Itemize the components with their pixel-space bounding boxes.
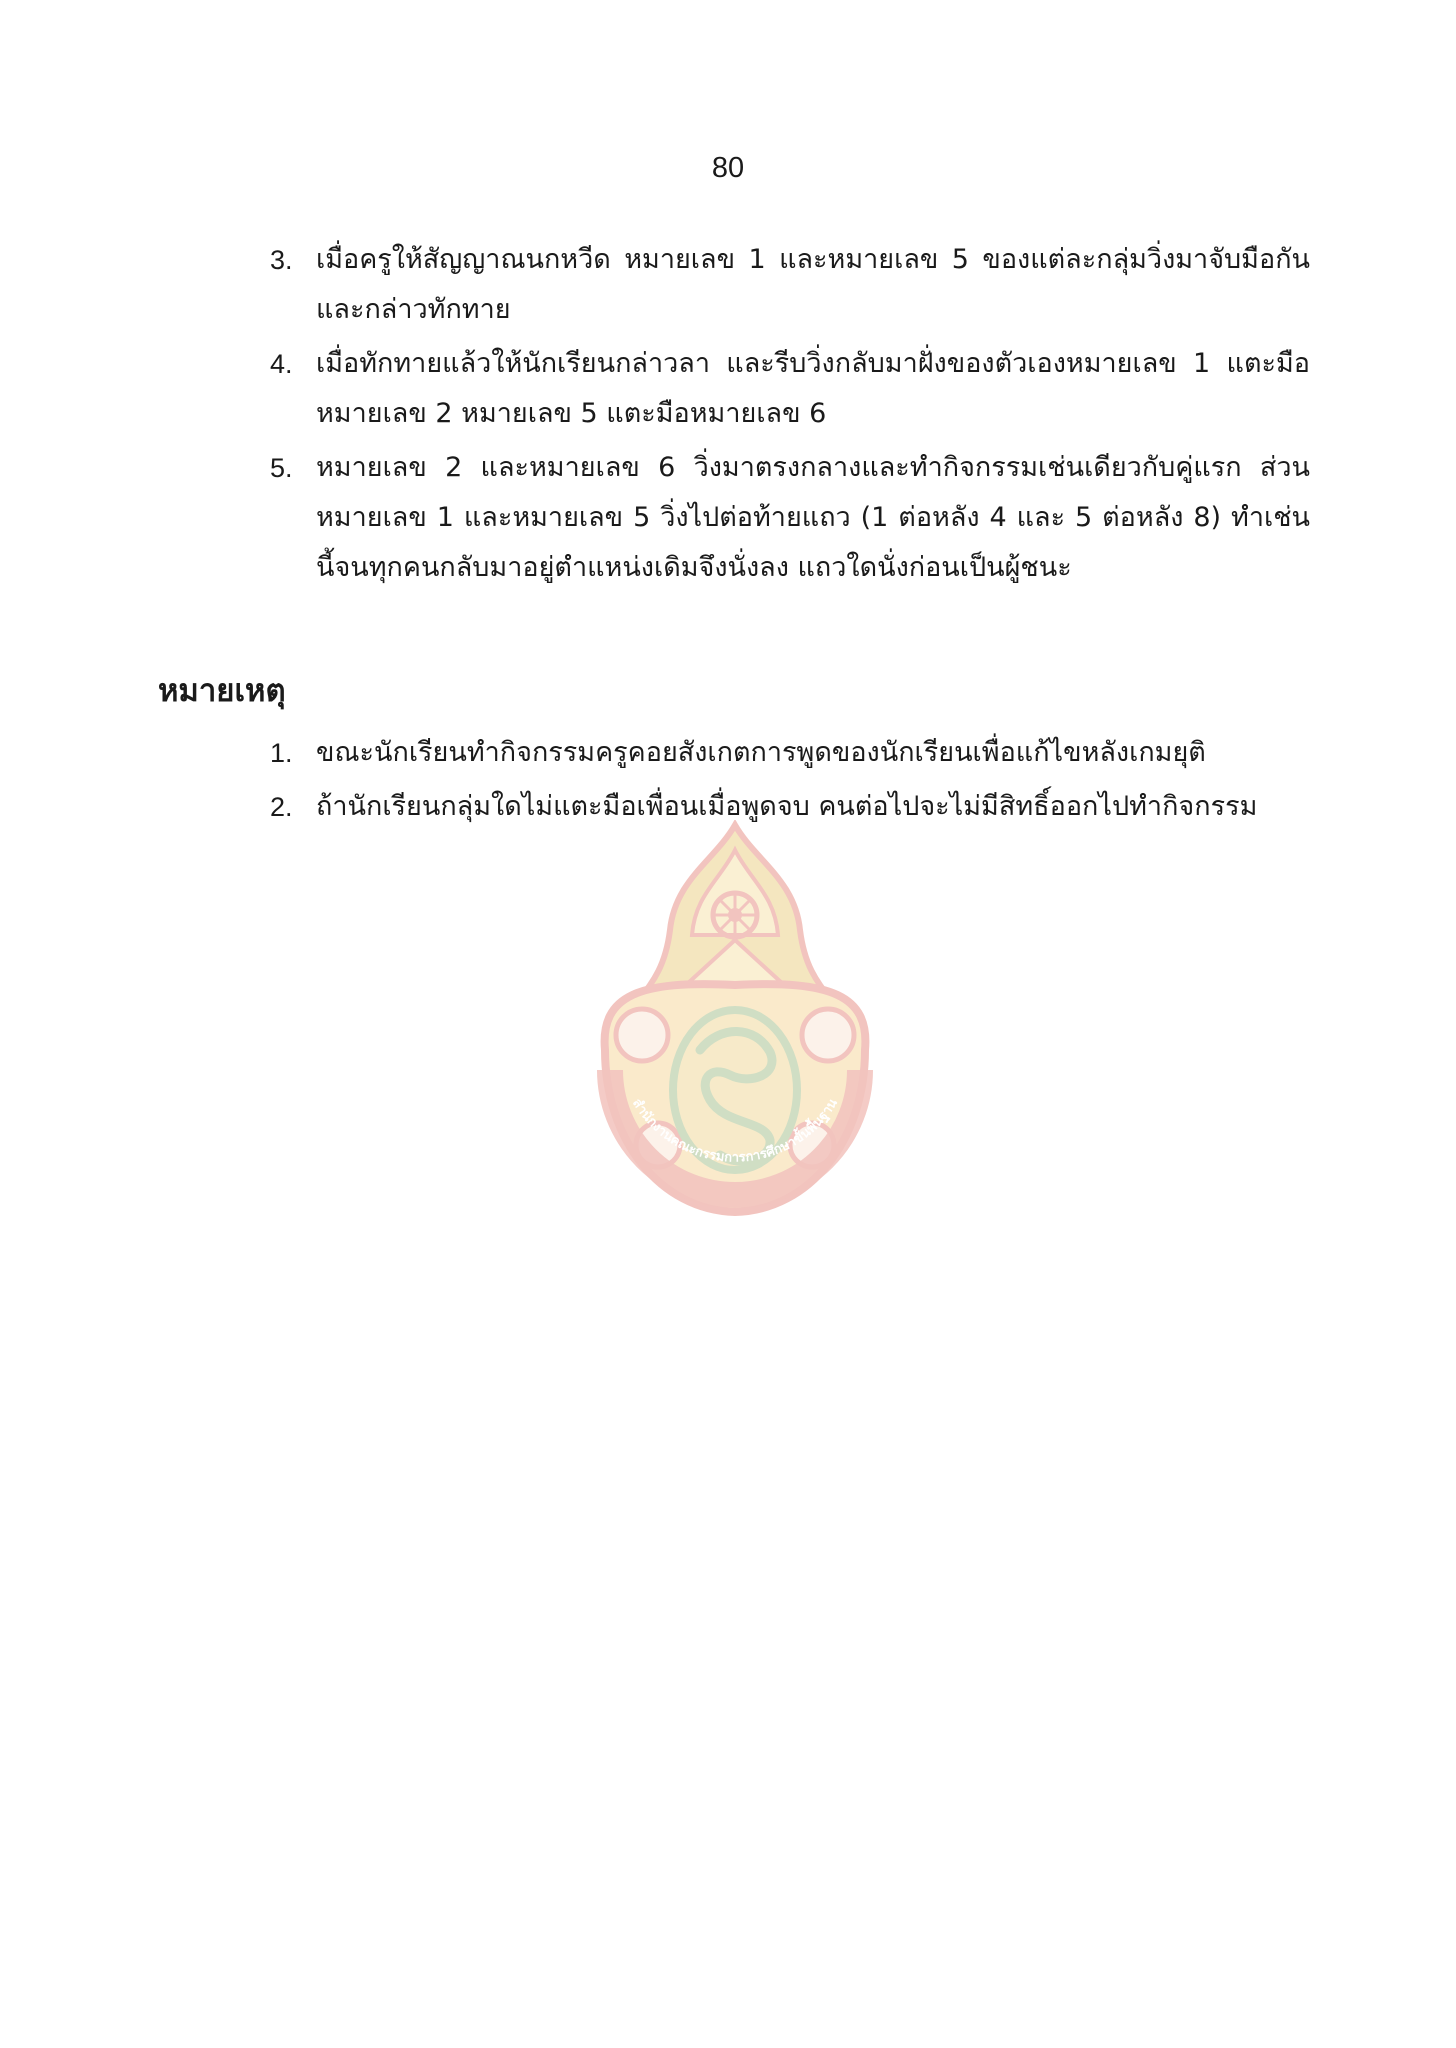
list-item — [270, 728, 1310, 778]
list-item-number: 5. — [270, 453, 293, 483]
list-item-number: 1. — [270, 738, 293, 768]
page-number: 80 — [711, 152, 745, 184]
list-item-text: เมื่อครูให้สัญญาณนกหวีด หมายเลข 1 และหมายเลข 5 ของแต่ละกลุ่มวิ่งมาจับมือกัน และกล่าวทักทาย — [316, 244, 1310, 325]
list-item — [270, 339, 1310, 439]
list-item-text: หมายเลข 2 และหมายเลข 6 วิ่งมาตรงกลางและทำกิจกรรมเช่นเดียวกับคู่แรก ส่วนหมายเลข 1 และหมายเลข 5 วิ่งไปต่อท้ายแถว (1 ต่อหลัง 4 และ 5 ต่อหลัง 8) ทำเช่นนี้จนทุกคนกลับมาอยู่ตำแหน่งเดิมจึงนั่งลง แถวใดนั่งก่อนเป็นผู้ชนะ — [316, 452, 1310, 583]
office-emblem-watermark-icon — [580, 820, 890, 1220]
list-item-number: 3. — [270, 245, 293, 275]
list-item-number: 4. — [270, 349, 293, 379]
list-item-text: ขณะนักเรียนทำกิจกรรมครูคอยสังเกตการพูดของนักเรียนเพื่อแก้ไขหลังเกมยุติ — [316, 737, 1206, 768]
list-item — [270, 235, 1310, 335]
list-item-number: 2. — [270, 792, 293, 822]
list-item-text: เมื่อทักทายแล้วให้นักเรียนกล่าวลา และรีบวิ่งกลับมาฝั่งของตัวเองหมายเลข 1 แตะมือหมายเลข 2 หมายเลข 5 แตะมือหมายเลข 6 — [316, 348, 1310, 429]
notes-heading: หมายเหตุ — [158, 673, 286, 709]
list-item-text: ถ้านักเรียนกลุ่มใดไม่แตะมือเพื่อนเมื่อพูดจบ คนต่อไปจะไม่มีสิทธิ์ออกไปทำกิจกรรม — [316, 791, 1258, 822]
emblem-arc-text: สำนักงานคณะกรรมการการศึกษาขั้นพื้นฐาน — [629, 1096, 841, 1166]
procedure-steps-list — [270, 235, 1310, 597]
list-item — [270, 443, 1310, 593]
